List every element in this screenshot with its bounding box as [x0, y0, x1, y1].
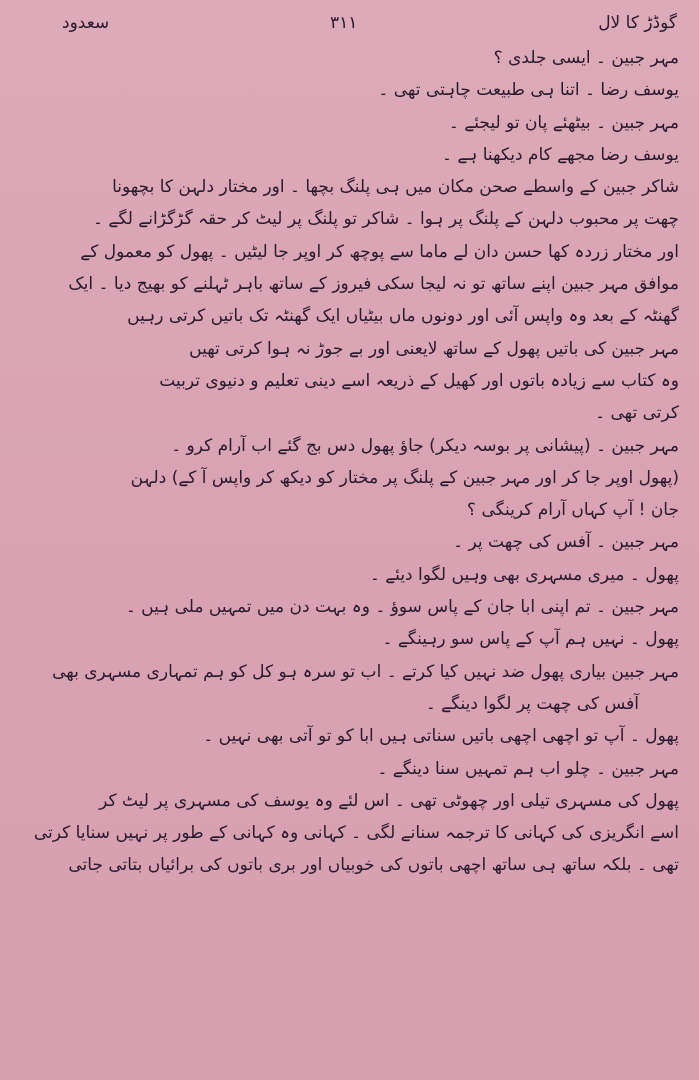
text-line: وہ کتاب سے زیادہ باتوں اور کھیل کے ذریعہ اسے دینی تعلیم و دنیوی تربیت	[159, 370, 679, 391]
text-line: یوسف رضا مجھے کام دیکھنا ہے ۔	[442, 144, 679, 165]
text-line: اسے انگریزی کی کہانی کا ترجمہ سنانے لگی ۔ کہانی وہ کہانی کے طور پر نہیں سنایا کرتی	[33, 823, 679, 844]
text-line: مہر جبین ۔ چلو اب ہم تمہیں سنا دینگے ۔	[377, 758, 679, 779]
running-title: گوڈڑ کا لال	[598, 13, 677, 33]
text-line: پھول کی مسہری تیلی اور چھوٹی تھی ۔ اس لئے وہ یوسف کی مسہری پر لیٹ کر	[99, 790, 679, 811]
page-body	[26, 42, 679, 882]
text-line: پھول ۔ نہیں ہم آپ کے پاس سو رہینگے ۔	[382, 629, 679, 650]
text-line: پھول ۔ آپ تو اچھی اچھی باتیں سناتی ہیں ابا کو تو آتی بھی نہیں ۔	[203, 726, 679, 747]
text-line: مہر جبین ۔ آفس کی چھت پر ۔	[453, 532, 679, 553]
text-line: مہر جبین ۔ ایسی جلدی ؟	[493, 48, 679, 68]
text-line: اور مختار زردہ کھا حسن دان لے ماما سے پوچھ کر اوپر جا لیٹیں ۔ پھول کو معمول کے	[80, 241, 679, 262]
text-line: گھنٹہ کے بعد وہ واپس آئی اور دونوں ماں بیٹیاں ایک گھنٹہ تک باتیں کرتی رہیں	[127, 306, 679, 327]
text-line: (پھول اوپر جا کر اور مہر جبین کے پلنگ پر مختار کو دیکھ کر واپس آ کے) دلہن	[130, 467, 679, 488]
text-line: مہر جبین کی باتیں پھول کے ساتھ لایعنی اور بے جوڑ نہ ہوا کرتی تھیں	[189, 338, 679, 359]
text-line: تھی ۔ بلکہ ساتھ ہی ساتھ اچھی باتوں کی خوبیاں اور بری باتوں کی برائیاں بتاتی جاتی	[68, 855, 679, 876]
text-line: پھول ۔ میری مسہری بھی وہیں لگوا دیئے ۔	[369, 564, 679, 585]
text-line: موافق مہر جبین اپنے ساتھ تو نہ لیجا سکی فیروز کے ساتھ باہر ٹہلنے کو بھیج دیا ۔ ایک	[68, 274, 679, 295]
page-header	[0, 8, 699, 42]
text-line: آفس کی چھت پر لگوا دینگے ۔	[425, 693, 639, 714]
text-line: مہر جبین بیاری پھول ضد نہیں کیا کرتے ۔ اب تو سرہ ہو کل کو ہم تمہاری مسہری بھی	[52, 661, 679, 682]
text-line: چھت پر محبوب دلہن کے پلنگ پر ہوا ۔ شاکر تو پلنگ پر لیٹ کر حقہ گڑگڑانے لگے ۔	[93, 209, 679, 230]
text-line: جان ! آپ کہاں آرام کرینگی ؟	[467, 500, 679, 521]
text-line: یوسف رضا ۔ اتنا ہی طبیعت چاہتی تھی ۔	[378, 80, 679, 101]
text-line: مہر جبین ۔ بیٹھئے پان تو لیجئے ۔	[448, 112, 679, 133]
section-label: سعدود	[62, 13, 110, 33]
text-line: کرتی تھی ۔	[595, 403, 679, 424]
text-line: مہر جبین ۔ تم اپنی ابا جان کے پاس سوؤ ۔ وہ بہت دن میں تمہیں ملی ہیں ۔	[125, 597, 679, 618]
text-line: مہر جبین ۔ (پیشانی پر بوسہ دیکر) جاؤ پھول دس بج گئے اب آرام کرو ۔	[171, 435, 679, 456]
page-number: ۳۱۱	[330, 13, 358, 33]
text-line: شاکر جبین کے واسطے صحن مکان میں ہی پلنگ بچھا ۔ اور مختار دلہن کا بچھونا	[112, 177, 679, 198]
